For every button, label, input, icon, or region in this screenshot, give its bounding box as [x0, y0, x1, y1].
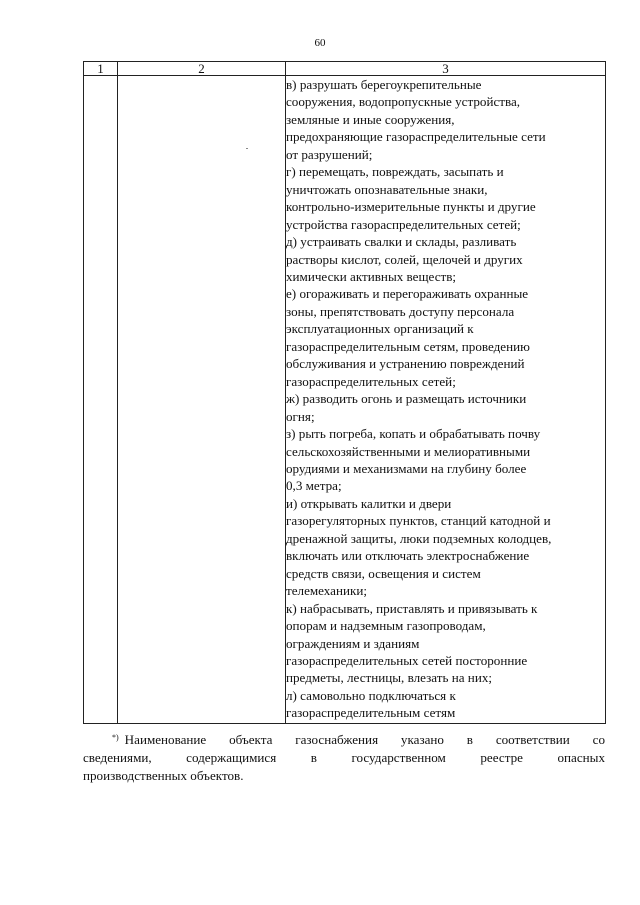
prohibition-line: предохраняющие газораспределительные сети: [286, 129, 546, 145]
prohibition-line: обслуживания и устранению повреждений: [286, 356, 525, 372]
prohibition-line: газораспределительным сетям: [286, 705, 456, 721]
prohibition-line: газораспределительным сетям, проведению: [286, 338, 530, 354]
prohibition-line: дренажной защиты, люки подземных колодцев,: [286, 530, 552, 546]
prohibition-line: ж) разводить огонь и размещать источники: [286, 391, 527, 407]
prohibition-line: з) рыть погреба, копать и обрабатывать почву: [286, 426, 541, 442]
prohibition-line: эксплуатационных организаций к: [286, 321, 474, 337]
prohibition-line: ограждениям и зданиям: [286, 635, 420, 651]
table-header-row: [84, 62, 606, 76]
prohibition-line: устройства газораспределительных сетей;: [286, 216, 521, 232]
table-cell-column-3: [286, 76, 606, 724]
prohibition-line: д) устраивать свалки и склады, разливать: [286, 234, 517, 250]
prohibition-line: зоны, препятствовать доступу персонала: [286, 303, 515, 319]
table-row: [84, 76, 606, 724]
scan-speck: [246, 148, 248, 149]
prohibition-line: земляные и иные сооружения,: [286, 111, 455, 127]
prohibition-line: газорегуляторных пунктов, станций катодной и: [286, 513, 551, 529]
prohibition-line: 0,3 метра;: [286, 478, 342, 494]
prohibition-line: к) набрасывать, приставлять и привязывать к: [286, 600, 538, 616]
prohibition-line: сооружения, водопропускные устройства,: [286, 94, 521, 110]
prohibition-line: уничтожать опознавательные знаки,: [286, 181, 488, 197]
prohibition-line: от разрушений;: [286, 146, 373, 162]
prohibition-line: химически активных веществ;: [286, 268, 457, 284]
prohibition-line: телемеханики;: [286, 583, 368, 599]
prohibition-line: л) самовольно подключаться к: [286, 687, 456, 703]
prohibition-line: в) разрушать берегоукрепительные: [286, 77, 482, 92]
prohibition-line: сельскохозяйственными и мелиоративными: [286, 443, 531, 459]
column-header-1: 1: [84, 62, 118, 76]
prohibition-line: растворы кислот, солей, щелочей и других: [286, 251, 523, 267]
prohibition-line: е) огораживать и перегораживать охранные: [286, 286, 529, 302]
prohibition-line: предметы, лестницы, влезать на них;: [286, 670, 493, 686]
prohibition-line: и) открывать калитки и двери: [286, 495, 452, 511]
prohibition-line: орудиями и механизмами на глубину более: [286, 460, 527, 476]
footnote-line: [83, 731, 605, 749]
footnote: [83, 731, 605, 785]
footnote-line: производственных объектов.: [83, 768, 244, 783]
document-table: [83, 61, 606, 724]
prohibition-line: контрольно-измерительные пункты и другие: [286, 199, 536, 215]
table-cell-column-2: [118, 76, 286, 724]
table-cell-column-1: [84, 76, 118, 724]
prohibition-line: включать или отключать электроснабжение: [286, 548, 530, 564]
page-number: 60: [314, 37, 326, 49]
prohibition-line: средств связи, освещения и систем: [286, 565, 481, 581]
prohibition-line: газораспределительных сетей посторонние: [286, 652, 528, 668]
prohibition-line: огня;: [286, 408, 315, 424]
prohibition-line: газораспределительных сетей;: [286, 373, 456, 389]
column-header-3: 3: [286, 62, 606, 76]
prohibition-line: г) перемещать, повреждать, засыпать и: [286, 164, 504, 180]
column-header-2: 2: [118, 62, 286, 76]
prohibition-line: опорам и надземным газопроводам,: [286, 618, 486, 634]
footnote-marker: *): [112, 733, 119, 742]
footnote-text: Наименование объекта газоснабжения указано в соответствии со: [124, 732, 605, 747]
footnote-line: сведениями, содержащимися в государственном реестре опасных: [83, 750, 605, 765]
